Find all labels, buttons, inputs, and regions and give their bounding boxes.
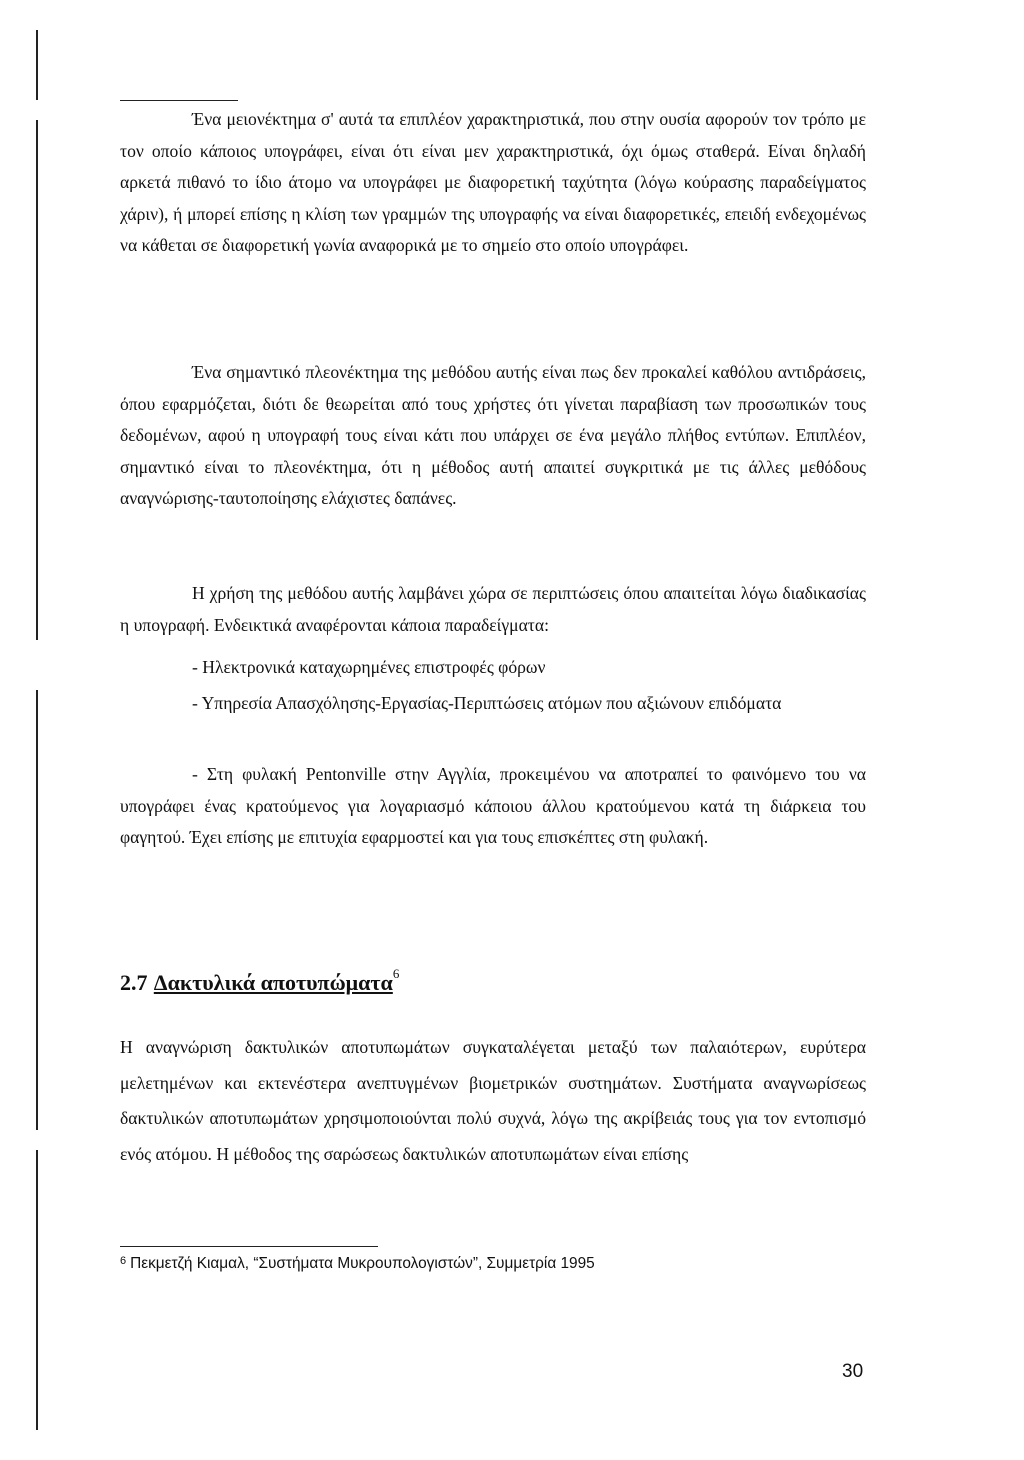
list-item: - Υπηρεσία Απασχόλησης-Εργασίας-Περιπτώσεις ατόμων που αξιώνουν επιδόματα: [192, 693, 782, 713]
section-heading: [120, 966, 399, 996]
footnote-text: Πεκμετζή Κιαμαλ, “Συστήματα Μυκρουπολογιστών”, Συμμετρία 1995: [130, 1255, 595, 1272]
scan-edge-line: [36, 120, 38, 640]
footnote-ref[interactable]: 6: [392, 966, 400, 981]
footnote-rule: [120, 1246, 378, 1247]
section-number: 2.7: [120, 970, 148, 995]
scan-edge-line: [36, 30, 38, 100]
footnote-number: 6: [120, 1255, 127, 1267]
paragraph-usage: Η χρήση της μεθόδου αυτής λαμβάνει χώρα σε περιπτώσεις όπου απαιτείται λόγω διαδικασίας η υπογραφή. Ενδεικτικά αναφέρονται κάποια παραδείγματα:: [120, 583, 866, 635]
list-item: - Στη φυλακή Pentonville στην Αγγλία, προκειμένου να αποτραπεί το φαινόμενο του να υπογράφει ένας κρατούμενος για λογαριασμό κάποιου άλλου κρατούμενου κατά τη διάρκεια του φαγητού. Έχει επίσης με επιτυχία εφαρμοστεί και για τους επισκέπτες στη φυλακή.: [120, 764, 866, 848]
footnote: [120, 1255, 595, 1273]
paragraph-fingerprints: Η αναγνώριση δακτυλικών αποτυπωμάτων συγκαταλέγεται μεταξύ των παλαιότερων, ευρύτερα μελετημένων και εκτενέστερα ανεπτυγμένων βιομετρικών συστημάτων. Συστήματα αναγνωρίσεως δακτυλικών αποτυπωμάτων χρησιμοποιούνται πολύ συχνά, λόγω της ακρίβειάς τους για τον εντοπισμό ενός ατόμου. Η μέθοδος της σαρώσεως δακτυλικών αποτυπωμάτων είναι επίσης: [120, 1037, 866, 1164]
scan-edge-line: [36, 1150, 38, 1430]
scan-edge-line: [36, 690, 38, 1130]
paragraph-advantage: Ένα σημαντικό πλεονέκτημα της μεθόδου αυτής είναι πως δεν προκαλεί καθόλου αντιδράσεις, όπου εφαρμόζεται, διότι δε θεωρείται από τους χρήστες ότι γίνεται παραβίαση των προσωπικών τους δεδομένων, αφού η υπογραφή τους είναι κάτι που υπάρχει σε ένα μεγάλο πλήθος εντύπων. Επιπλέον, σημαντικό είναι το πλεονέκτημα, ότι η μέθοδος αυτή απαιτεί συγκριτικά με τις άλλες μεθόδους αναγνώρισης-ταυτοποίησης ελάχιστες δαπάνες.: [120, 362, 866, 509]
list-item: - Ηλεκτρονικά καταχωρημένες επιστροφές φόρων: [192, 657, 546, 677]
paragraph-disadvantage: Ένα μειονέκτημα σ' αυτά τα επιπλέον χαρακτηριστικά, που στην ουσία αφορούν τον τρόπο με τον οποίο κάποιος υπογράφει, είναι ότι είναι μεν χαρακτηριστικά, όχι όμως σταθερά. Είναι δηλαδή αρκετά πιθανό το ίδιο άτομο να υπογράφει με διαφορετική ταχύτητα (λόγω κούρασης παραδείγματος χάριν), ή μπορεί επίσης η κλίση των γραμμών της υπογραφής να είναι διαφορετικές, επειδή ενδεχομένως να κάθεται σε διαφορετική γωνία αναφορικά με το σημείο στο οποίο υπογράφει.: [120, 109, 866, 256]
top-rule: [120, 100, 238, 101]
page-number: 30: [842, 1361, 864, 1382]
section-title: Δακτυλικά αποτυπώματα: [153, 970, 393, 995]
